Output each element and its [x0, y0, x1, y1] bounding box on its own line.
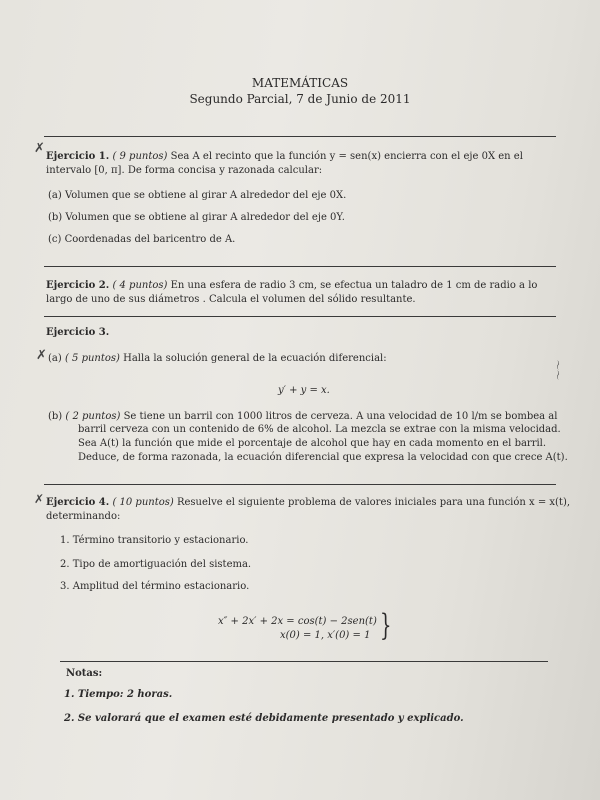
exam-subtitle: Segundo Parcial, 7 de Junio de 2011: [189, 92, 411, 106]
brace-icon: }: [380, 608, 392, 643]
exam-title: MATEMÁTICAS: [251, 76, 349, 90]
exercise-1-item-a: (a) Volumen que se obtiene al girar A alrededor del eje 0X.: [48, 190, 347, 201]
handwritten-margin-scribble-icon: 〜〜: [551, 360, 562, 380]
exercise-1-text-1: Sea A el recinto que la función y = sen(x) encierra con el eje 0X en el: [170, 151, 523, 162]
handwritten-tick-icon: ✗: [34, 492, 45, 506]
notes-item-1: 1. Tiempo: 2 horas.: [64, 689, 173, 700]
exercise-4-equation-2: x(0) = 1, x′(0) = 1: [280, 630, 371, 641]
exercise-3b-text-4: Deduce, de forma razonada, la ecuación diferencial que expresa la velocidad con que crece A(t).: [78, 452, 568, 463]
exercise-4-equation-1: x″ + 2x′ + 2x = cos(t) − 2sen(t): [218, 616, 377, 627]
exercise-3-heading: Ejercicio 3.: [46, 327, 110, 338]
exercise-3a-label: (a): [48, 353, 62, 364]
exercise-4-line-1: [46, 496, 570, 509]
exercise-1-item-c: (c) Coordenadas del baricentro de A.: [48, 234, 236, 245]
divider: [44, 316, 556, 317]
exercise-1-line-1: [46, 150, 523, 163]
exercise-4-text-1: Resuelve el siguiente problema de valores iniciales para una función x = x(t),: [176, 497, 571, 508]
exercise-4-item-3: 3. Amplitud del término estacionario.: [60, 581, 250, 592]
exercise-1-item-b: (b) Volumen que se obtiene al girar A alrededor del eje 0Y.: [48, 212, 345, 223]
exercise-3a-line: [48, 352, 387, 365]
divider: [44, 484, 556, 485]
exercise-3b-text-1: Se tiene un barril con 1000 litros de cerveza. A una velocidad de 10 l/m se bombea al: [123, 411, 558, 422]
exercise-3b-label: (b): [48, 411, 63, 422]
exercise-2-line-1: [46, 279, 537, 292]
exercise-3b-text-2: barril cerveza con un contenido de 6% de alcohol. La mezcla se extrae con la misma velocidad.: [78, 424, 561, 435]
handwritten-tick-icon: ✗: [36, 348, 47, 363]
exercise-4-heading: Ejercicio 4.: [46, 497, 110, 508]
divider: [44, 136, 556, 137]
exercise-2-text-1: En una esfera de radio 3 cm, se efectua un taladro de 1 cm de radio a lo: [170, 280, 538, 291]
exercise-3a-points: ( 5 puntos): [64, 353, 120, 364]
exercise-4-points: ( 10 puntos): [112, 497, 174, 508]
notes-heading: Notas:: [66, 668, 103, 679]
exercise-4-item-1: 1. Término transitorio y estacionario.: [60, 535, 249, 546]
exercise-4-item-2: 2. Tipo de amortiguación del sistema.: [60, 559, 252, 570]
exercise-2-text-2: largo de uno de sus diámetros . Calcula el volumen del sólido resultante.: [46, 294, 416, 305]
exercise-1-text-2: intervalo [0, π]. De forma concisa y razonada calcular:: [46, 165, 323, 176]
exercise-4-text-2: determinando:: [46, 511, 121, 522]
exercise-3a-equation: y′ + y = x.: [278, 385, 330, 396]
exercise-2-heading: Ejercicio 2.: [46, 280, 110, 291]
notes-item-2: 2. Se valorará que el examen esté debidamente presentado y explicado.: [64, 713, 464, 724]
divider: [60, 661, 548, 662]
divider: [44, 266, 556, 267]
exercise-2-points: ( 4 puntos): [112, 280, 168, 291]
exercise-1-points: ( 9 puntos): [112, 151, 168, 162]
exercise-3b-text-3: Sea A(t) la función que mide el porcentaje de alcohol que hay en cada momento en el barril.: [78, 438, 547, 449]
exercise-3b-points: ( 2 puntos): [65, 411, 121, 422]
exercise-3a-text: Halla la solución general de la ecuación diferencial:: [123, 353, 387, 364]
handwritten-tick-icon: ✗: [34, 141, 45, 156]
exercise-1-heading: Ejercicio 1.: [46, 151, 110, 162]
exercise-3b-line-1: [48, 410, 557, 423]
